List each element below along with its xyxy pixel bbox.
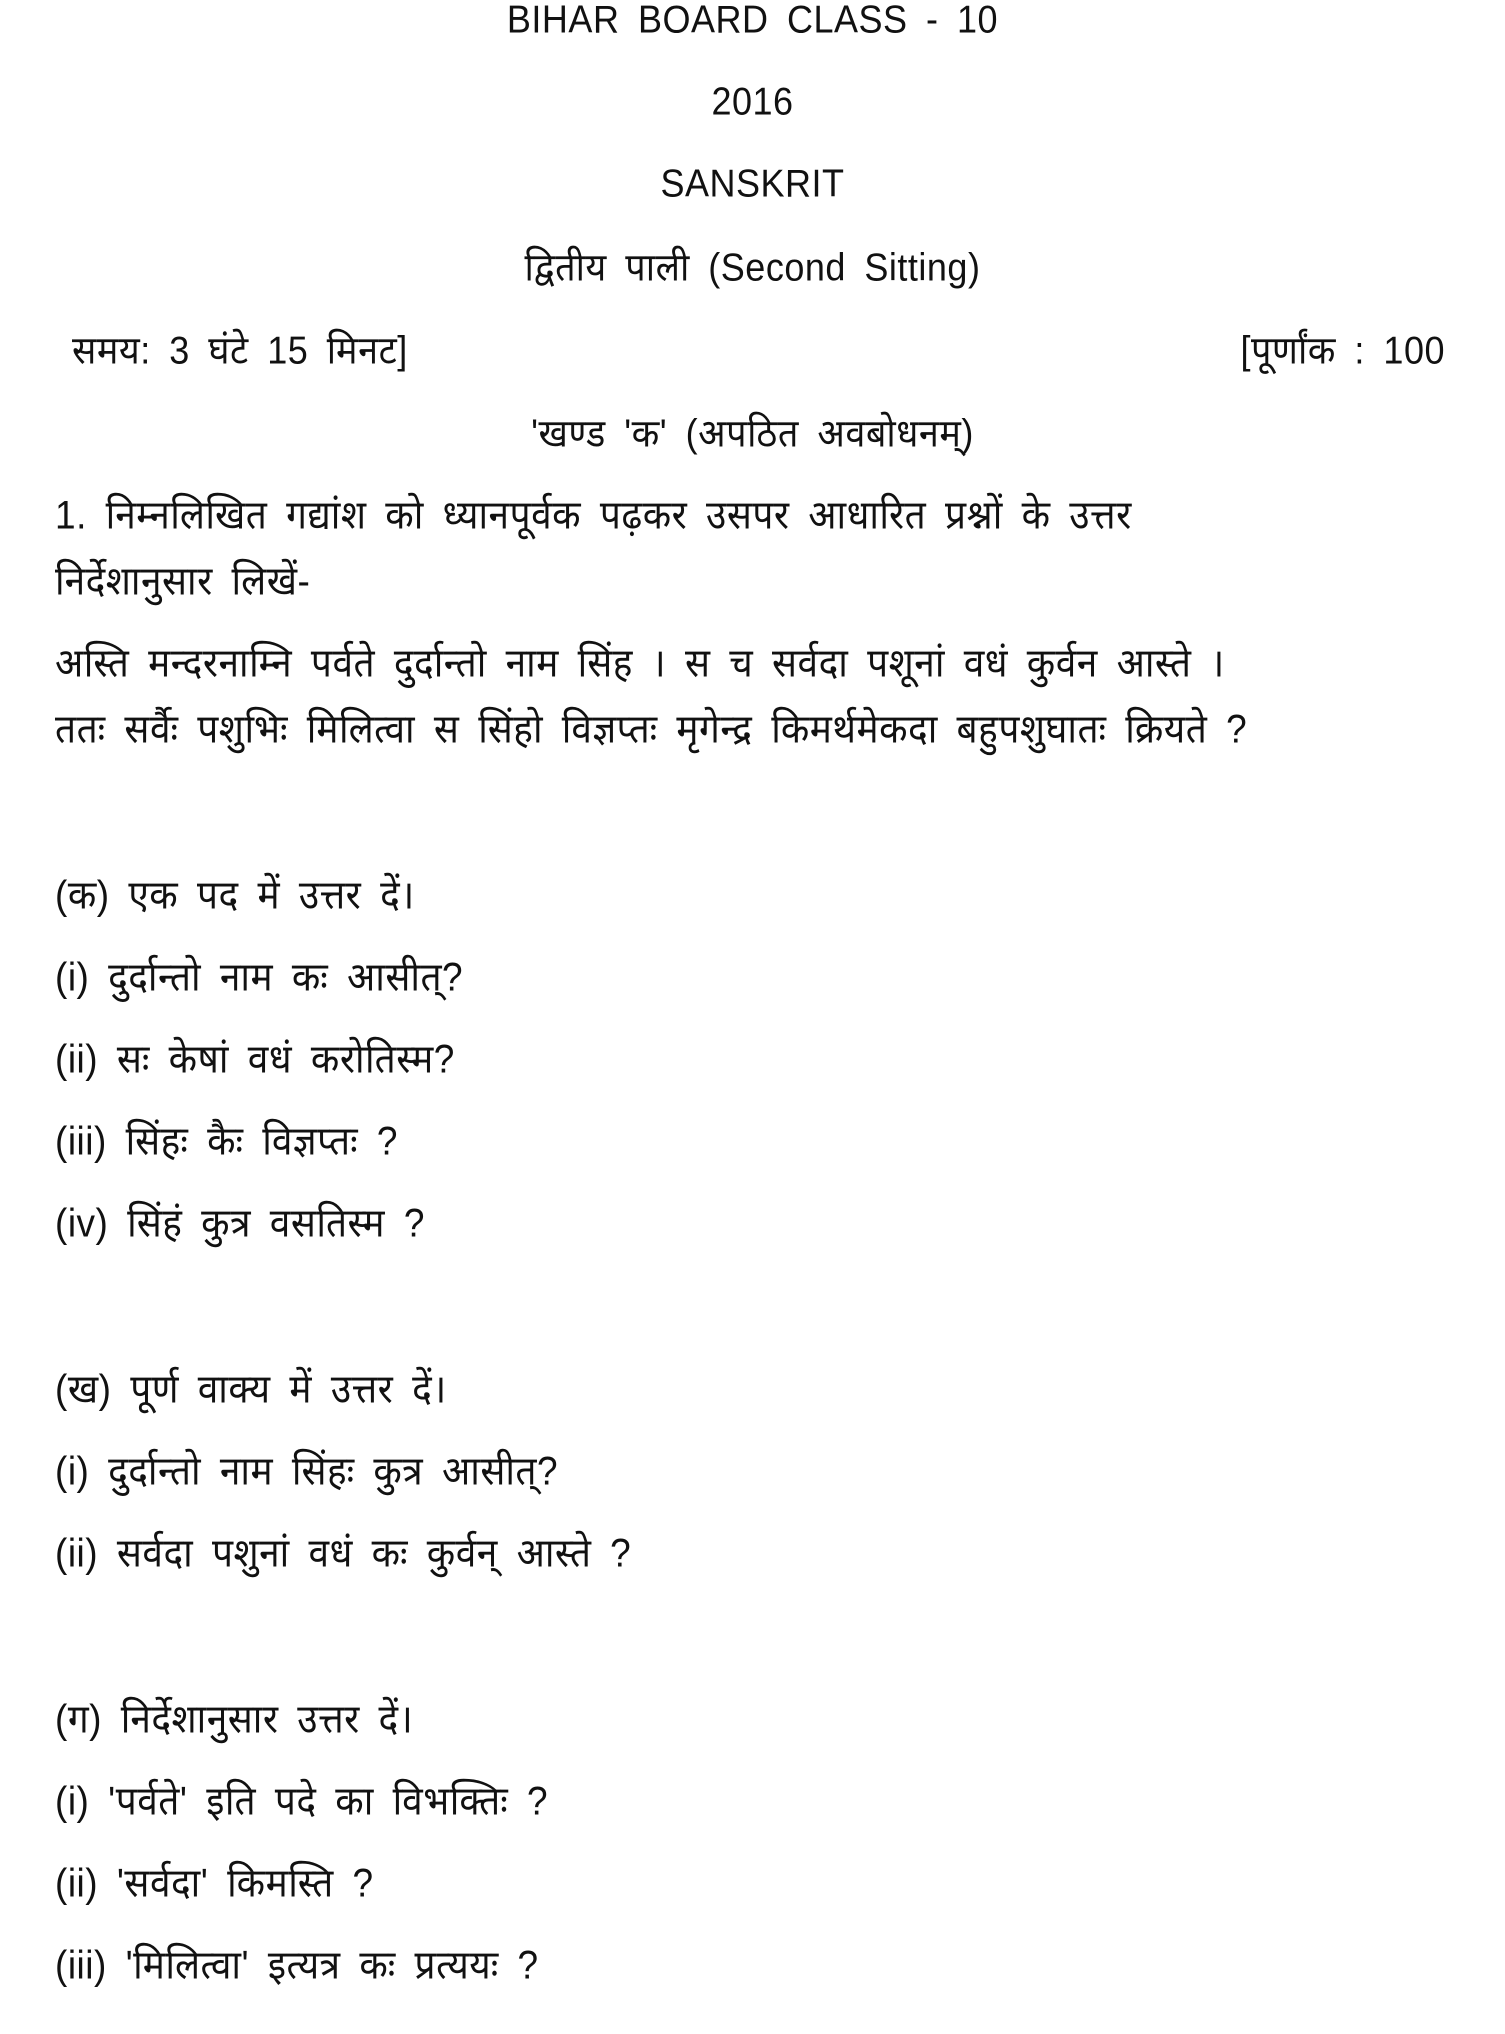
part-ga-item-3: (iii) 'मिलित्वा' इत्यत्र कः प्रत्ययः ? [55,1943,539,1988]
part-ka-heading: (क) एक पद में उत्तर दें। [55,873,415,918]
part-kha-item-1: (i) दुर्दान्तो नाम सिंहः कुत्र आसीत्? [55,1449,559,1494]
board-title: BIHAR BOARD CLASS - 10 [506,0,999,42]
sitting-label: द्वितीय पाली (Second Sitting) [524,245,981,290]
part-kha-item-2: (ii) सर्वदा पशुनां वधं कः कुर्वन् आस्ते ? [55,1531,632,1576]
section-title: 'खण्ड 'क' (अपठित अवबोधनम्) [531,411,974,456]
passage-line-1: अस्ति मन्दरनाम्नि पर्वते दुर्दान्तो नाम सिंह । स च सर्वदा पशूनां वधं कुर्वन आस्ते । [55,641,1225,686]
part-ka-item-2: (ii) सः केषां वधं करोतिस्म? [55,1037,455,1082]
exam-year: 2016 [711,79,794,124]
part-ka-item-4: (iv) सिंहं कुत्र वसतिस्म ? [55,1201,425,1246]
part-ga-item-1: (i) 'पर्वते' इति पदे का विभक्तिः ? [55,1779,549,1824]
part-ka-item-3: (iii) सिंहः कैः विज्ञप्तः ? [55,1119,398,1164]
part-ga-heading: (ग) निर्देशानुसार उत्तर दें। [55,1697,414,1742]
full-marks: [पूर्णांक : 100 [1240,328,1445,373]
question-1-instruction-cont: निर्देशानुसार लिखें- [55,559,311,604]
part-ka-item-1: (i) दुर्दान्तो नाम कः आसीत्? [55,955,464,1000]
exam-time: समय: 3 घंटे 15 मिनट] [72,328,408,373]
passage-line-2: ततः सर्वैः पशुभिः मिलित्वा स सिंहो विज्ञप्तः मृगेन्द्र किमर्थमेकदा बहुपशुघातः क्रियते ? [55,707,1248,752]
subject-title: SANSKRIT [660,161,845,206]
part-kha-heading: (ख) पूर्ण वाक्य में उत्तर दें। [55,1367,447,1412]
question-1-instruction: 1. निम्नलिखित गद्यांश को ध्यानपूर्वक पढ़कर उसपर आधारित प्रश्नों के उत्तर [55,493,1132,538]
part-ga-item-2: (ii) 'सर्वदा' किमस्ति ? [55,1861,374,1906]
